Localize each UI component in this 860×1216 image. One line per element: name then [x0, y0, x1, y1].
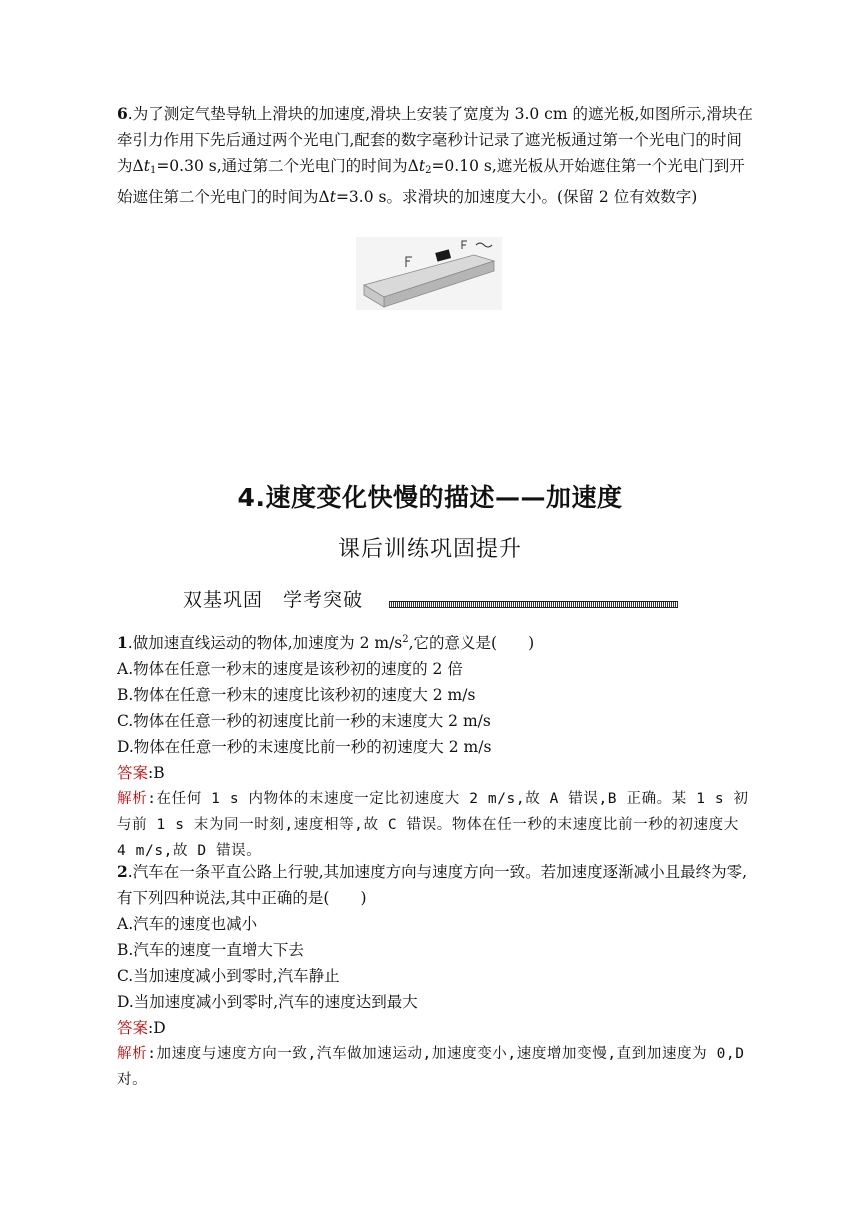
- question-number: 6: [117, 104, 128, 123]
- explanation-label: 解析: [117, 1046, 148, 1062]
- section-rule: [389, 601, 678, 608]
- question-6-stem: 6.为了测定气垫导轨上滑块的加速度,滑块上安装了宽度为 3.0 cm 的遮光板,如图所示,滑块在牵引力作用下先后通过两个光电门,配套的数字毫秒计记录了遮光板通过第一个光电门的时间为$\Delta t_1=0.30$ s,通过第二个光电门的时间为$\Delta t_2=0.10$ s,遮光板从开始遮住第一个光电门到开始遮住第二个光电门的时间为Δt=3.0 s。求滑块的加速度大小。(保留 2 位有效数字): [117, 104, 753, 206]
- question-6: [117, 101, 757, 210]
- explanation-label: 解析: [117, 791, 148, 807]
- answer-label: 答案: [117, 764, 149, 782]
- option-b: B.汽车的速度一直增大下去: [117, 941, 304, 959]
- answer-value: :D: [148, 1019, 166, 1037]
- option-a: A.物体在任意一秒末的速度是该秒初的速度的 2 倍: [117, 660, 463, 678]
- page-subtitle: 课后训练巩固提升: [337, 537, 522, 562]
- answer-label: 答案: [117, 1019, 149, 1037]
- section-title: 双基巩固 学考突破: [183, 589, 364, 611]
- answer-line: [117, 1015, 757, 1041]
- option-a: A.汽车的速度也减小: [117, 915, 258, 933]
- page-title: 4.速度变化快慢的描述——加速度: [237, 483, 623, 512]
- option-d: D.当加速度减小到零时,汽车的速度达到最大: [117, 993, 418, 1011]
- answer-value: :B: [148, 764, 165, 782]
- air-track-figure: [356, 237, 502, 310]
- option-d: D.物体在任意一秒的末速度比前一秒的初速度大 2 m/s: [117, 738, 492, 756]
- answer-line: [117, 760, 757, 786]
- question-2-stem: 2.汽车在一条平直公路上行驶,其加速度方向与速度方向一致。若加速度逐渐减小且最终为零,有下列四种说法,其中正确的是( ): [117, 862, 748, 907]
- option-c: C.当加速度减小到零时,汽车静止: [117, 967, 340, 985]
- explanation: 解析:加速度与速度方向一致,汽车做加速运动,加速度变小,速度增加变慢,直到加速度为 0,D 对。: [117, 1046, 745, 1088]
- option-c: C.物体在任意一秒的初速度比前一秒的末速度大 2 m/s: [117, 712, 491, 730]
- question-1: [117, 627, 757, 864]
- option-b: B.物体在任意一秒末的速度比该秒初的速度大 2 m/s: [117, 686, 476, 704]
- question-number: 1: [117, 633, 128, 652]
- question-number: 2: [117, 862, 128, 881]
- explanation: 解析:在任何 1 s 内物体的末速度一定比初速度大 2 m/s,故 A 错误,B 正确。某 1 s 初与前 1 s 末为同一时刻,速度相等,故 C 错误。物体在任一秒的末速度比前一秒的初速度大 4 m/s,故 D 错误。: [117, 791, 749, 859]
- question-1-stem: 1.做加速直线运动的物体,加速度为 2 $m/s^2$,它的意义是( ): [117, 633, 535, 652]
- section-header: [183, 585, 678, 611]
- question-2: [117, 859, 757, 1093]
